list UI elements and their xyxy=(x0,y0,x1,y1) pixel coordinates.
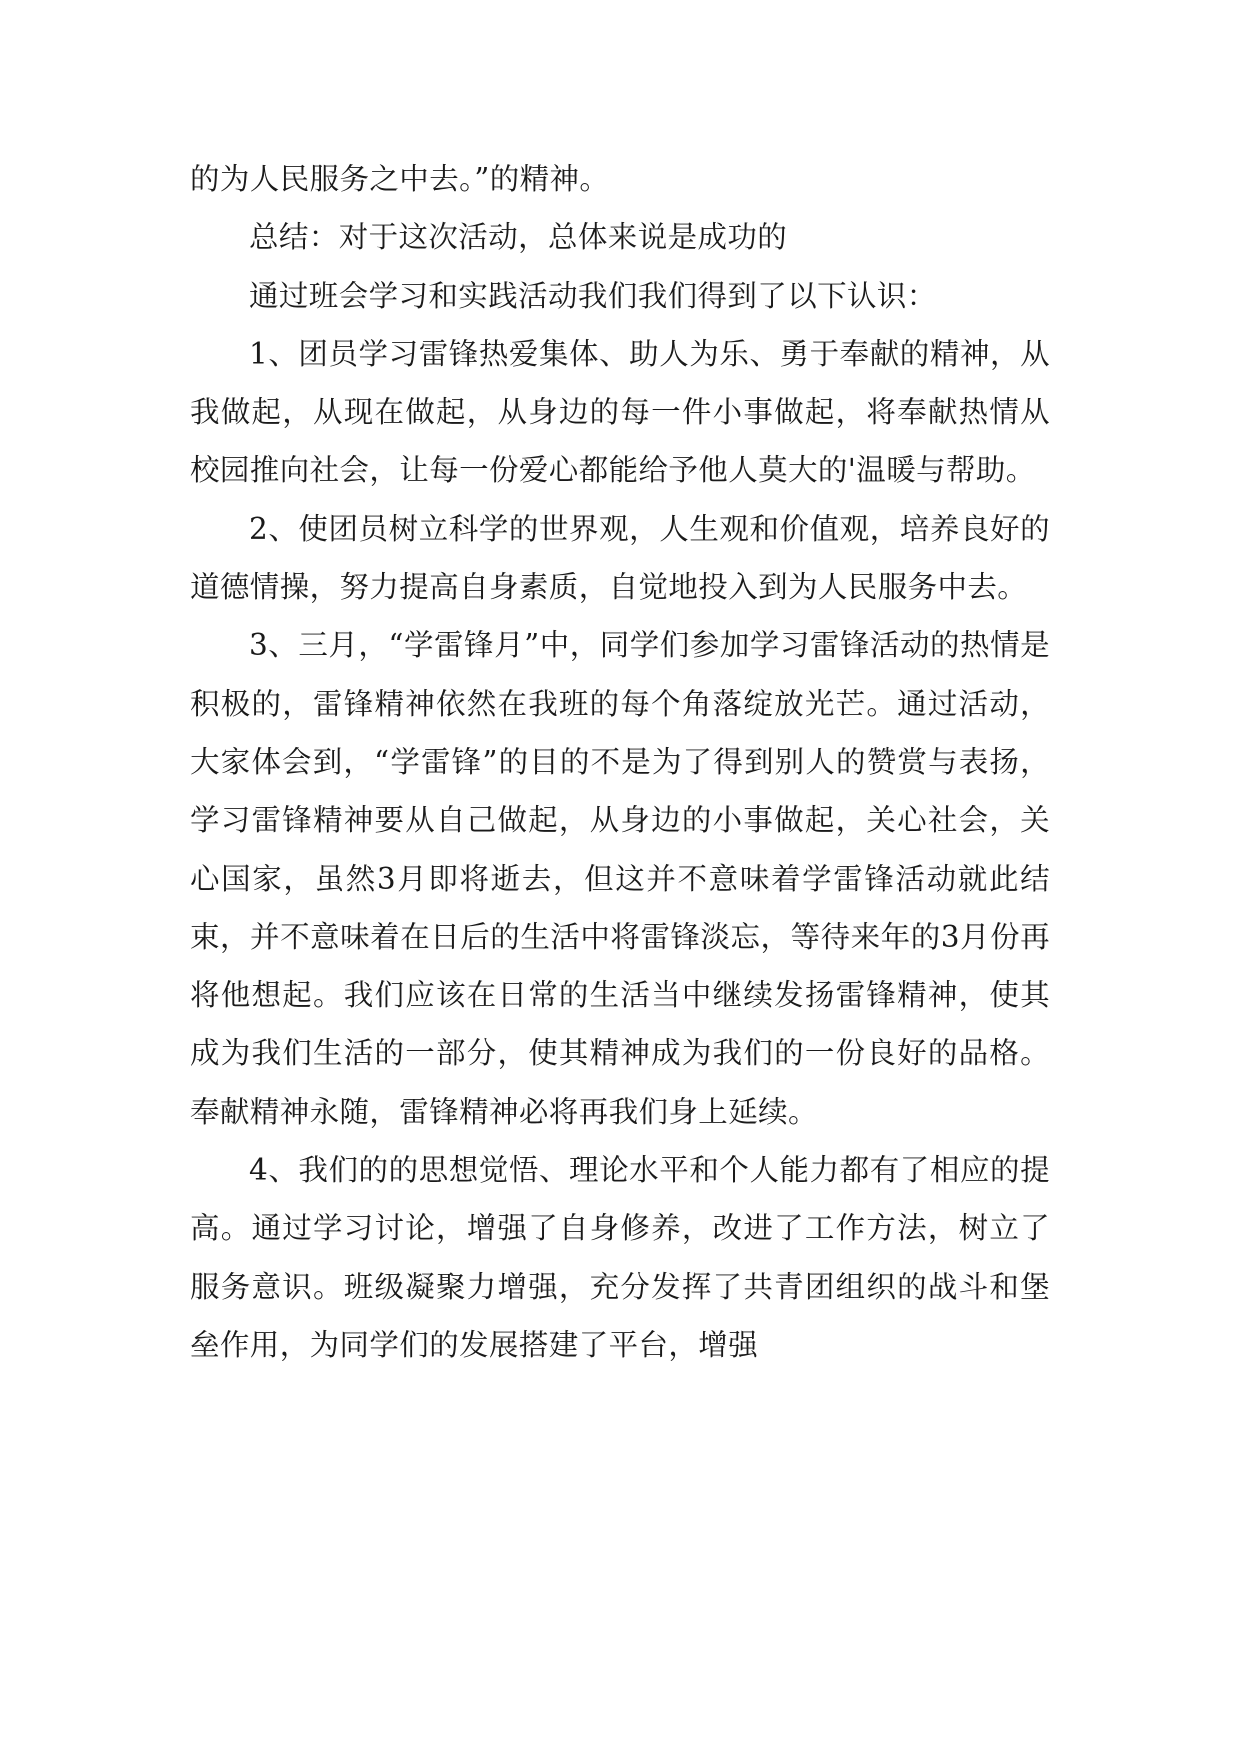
paragraph-item-3: 3、三月，“学雷锋月”中，同学们参加学习雷锋活动的热情是积极的，雷锋精神依然在我班的每个角落绽放光芒。通过活动，大家体会到，“学雷锋”的目的不是为了得到别人的赞赏与表扬，学习雷锋精神要从自己做起，从身边的小事做起，关心社会，关心国家，虽然3月即将逝去，但这并不意味着学雷锋活动就此结束，并不意味着在日后的生活中将雷锋淡忘，等待来年的3月份再将他想起。我们应该在日常的生活当中继续发扬雷锋精神，使其成为我们生活的一部分，使其精神成为我们的一份良好的品格。奉献精神永随，雷锋精神必将再我们身上延续。 xyxy=(190,628,1050,1129)
paragraph-item-4: 4、我们的的思想觉悟、理论水平和个人能力都有了相应的提高。通过学习讨论，增强了自身修养，改进了工作方法，树立了服务意识。班级凝聚力增强，充分发挥了共青团组织的战斗和堡垒作用，为同学们的发展搭建了平台，增强 xyxy=(190,1153,1050,1362)
paragraph-item-2: 2、使团员树立科学的世界观，人生观和价值观，培养良好的道德情操，努力提高自身素质，自觉地投入到为人民服务中去。 xyxy=(190,511,1050,605)
paragraph-intro: 通过班会学习和实践活动我们我们得到了以下认识： xyxy=(249,278,937,313)
paragraph-continuation: 的为人民服务之中去。”的精神。 xyxy=(190,162,610,196)
paragraph-summary: 总结：对于这次活动，总体来说是成功的 xyxy=(249,220,788,255)
paragraph-item-1: 1、团员学习雷锋热爱集体、助人为乐、勇于奉献的精神，从我做起，从现在做起，从身边的每一件小事做起，将奉献热情从校园推向社会，让每一份爱心都能给予他人莫大的'温暖与帮助。 xyxy=(190,336,1050,488)
document-body xyxy=(190,150,1050,1374)
